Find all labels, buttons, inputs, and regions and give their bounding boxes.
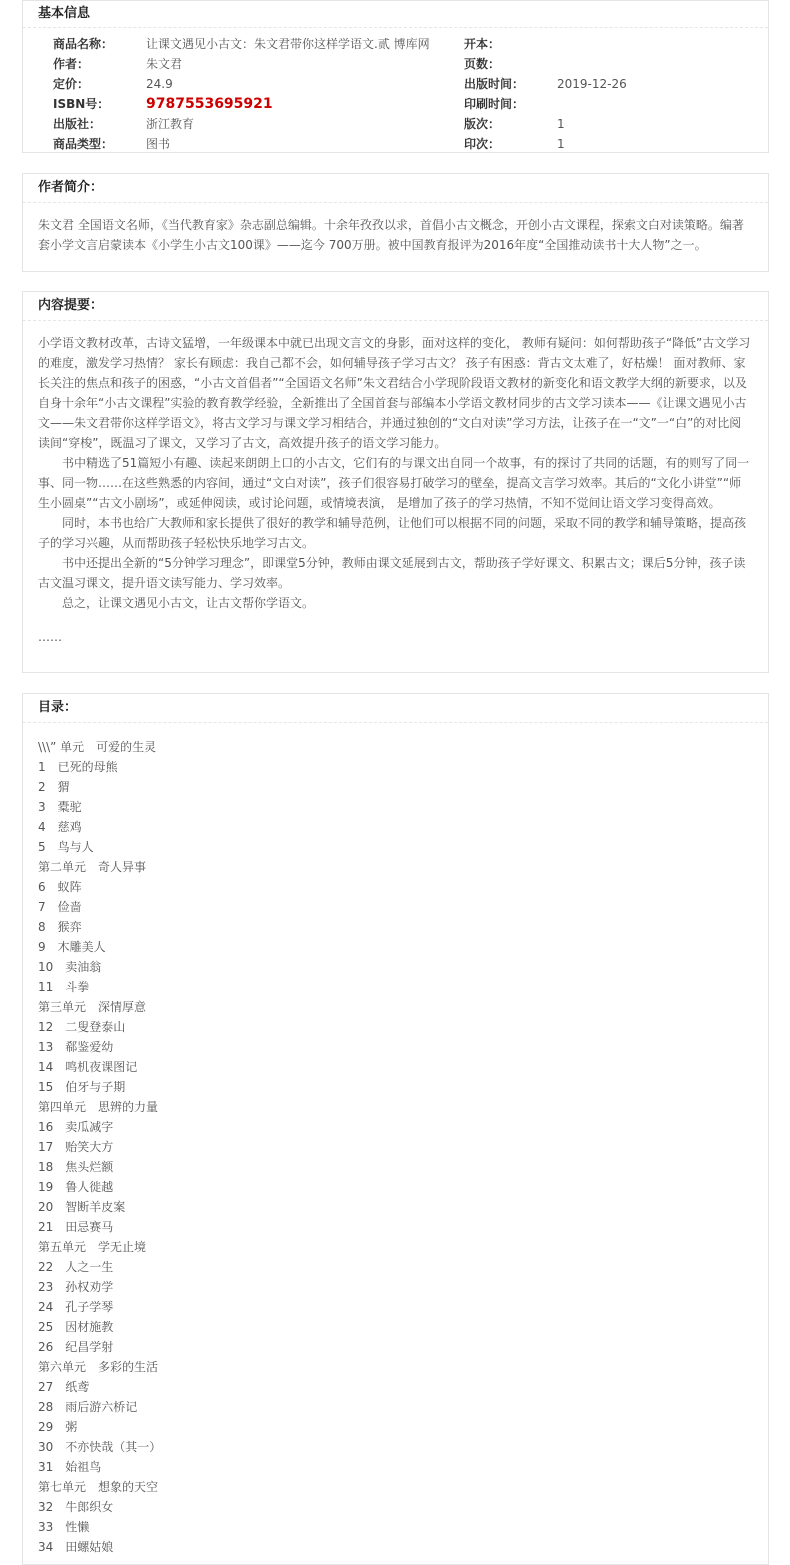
toc-item: 1 已死的母熊 xyxy=(38,760,118,774)
publisher-label: 出版社： xyxy=(53,117,102,131)
toc-item: 第七单元 想象的天空 xyxy=(38,1480,159,1494)
toc-item: 第四单元 思辨的力量 xyxy=(38,1100,159,1114)
toc-item: 24 孔子学琴 xyxy=(38,1300,114,1314)
toc-item: 第三单元 深情厚意 xyxy=(38,1000,147,1014)
info-row xyxy=(23,34,768,54)
summary-paragraph: 书中精选了51篇短小有趣、读起来朗朗上口的小古文，它们有的与课文出自同一个故事，有的探讨了共同的话题，有的则写了同一事、同一物……在这些熟悉的内容间，通过“文白对读”，孩子们很容易打破学习的壁垒，提高文言学习效率。其后的“文化小讲堂”“师生小圆桌”“古文小剧场”，或延伸阅读，或讨论问题，或情境表演， 是增加了孩子的学习热情，不知不觉间让语文学习变得高效。 xyxy=(38,456,750,510)
publisher-value: 浙江教育 xyxy=(146,117,195,131)
info-row xyxy=(23,134,768,154)
edition-label: 版次： xyxy=(464,117,501,131)
toc-item: 18 焦头烂额 xyxy=(38,1160,114,1174)
toc-item: 10 卖油翁 xyxy=(38,960,102,974)
price-label: 定价： xyxy=(53,77,90,91)
toc-item: 19 鲁人徙越 xyxy=(38,1180,114,1194)
impression-label: 印次： xyxy=(464,137,501,151)
edition-value: 1 xyxy=(557,117,565,131)
toc-item: 5 鸟与人 xyxy=(38,840,94,854)
print-date-label: 印刷时间： xyxy=(464,97,525,111)
summary-paragraph: 同时，本书也给广大教师和家长提供了很好的教学和辅导范例，让他们可以根据不同的问题，采取不同的教学和辅导策略，提高孩子的学习兴趣，从而帮助孩子轻松快乐地学习古文。 xyxy=(38,516,747,550)
format-label: 开本： xyxy=(464,37,501,51)
toc-item: 6 蚁阵 xyxy=(38,880,82,894)
price-value: 24.9 xyxy=(146,77,173,91)
publish-date-value: 2019-12-26 xyxy=(557,77,627,91)
summary-paragraph: 总之，让课文遇见小古文，让古文帮你学语文。 xyxy=(62,596,315,610)
author-label: 作者： xyxy=(53,57,90,71)
toc-heading: 目录： xyxy=(23,694,768,723)
toc-item: 34 田螺姑娘 xyxy=(38,1540,114,1554)
toc-item: 32 牛郎织女 xyxy=(38,1500,114,1514)
toc-item: 33 性懒 xyxy=(38,1520,90,1534)
toc-item: 8 猴弈 xyxy=(38,920,82,934)
toc-item: 2 猬 xyxy=(38,780,70,794)
toc-item: 20 智断羊皮案 xyxy=(38,1200,126,1214)
toc-item: 25 因材施教 xyxy=(38,1320,114,1334)
isbn-value: 9787553695921 xyxy=(146,96,273,112)
summary-paragraph: 小学语文教材改革，古诗文猛增，一年级课本中就已出现文言文的身影，面对这样的变化， 教师有疑问：如何帮助孩子“降低”古文学习的难度，激发学习热情？ 家长有顾虑：我自己都不会，如何辅导孩子学习古文？ 孩子有困惑：背古文太难了，好枯燥！ 面对教师、家长关注的焦点和孩子的困惑，“小古文首倡者”“全国语文名师”朱文君结合小学现阶段语文教材的新变化和语文教学大纲的新要求，以及自身十余年“小古文课程”实验的教育教学经验，全新推出了全国首套与部编本小学语文教材同步的古文学习读本——《让课文遇见小古文——朱文君带你这样学语文》，将古文学习与课文学习相结合，并通过独创的“文白对读”学习方法，让孩子在一“文”一“白”的对比阅读间“穿梭”，既温习了课文，又学习了古文，高效提升孩子的语文学习能力。 xyxy=(38,336,751,450)
publish-date-label: 出版时间： xyxy=(464,77,525,91)
toc-item: 7 俭啬 xyxy=(38,900,82,914)
toc-item: 29 粥 xyxy=(38,1420,78,1434)
content-summary-body xyxy=(23,321,768,647)
toc-item: 9 木雕美人 xyxy=(38,940,106,954)
summary-ellipsis: …… xyxy=(38,630,62,644)
toc-item: 30 不亦快哉（其一） xyxy=(38,1440,162,1454)
toc-item: 15 伯牙与子期 xyxy=(38,1080,126,1094)
toc-item: \\\” 单元 可爱的生灵 xyxy=(38,740,157,754)
toc-item: 27 纸鸢 xyxy=(38,1380,90,1394)
toc-item: 23 孙权劝学 xyxy=(38,1280,114,1294)
toc-item: 22 人之一生 xyxy=(38,1260,114,1274)
toc-item: 4 慈鸡 xyxy=(38,820,82,834)
content-summary-heading: 内容提要： xyxy=(23,292,768,321)
toc-item: 3 橐驼 xyxy=(38,800,82,814)
toc-item: 26 纪昌学射 xyxy=(38,1340,114,1354)
toc-item: 第二单元 奇人异事 xyxy=(38,860,147,874)
toc-item: 11 斗拳 xyxy=(38,980,90,994)
basic-info-panel xyxy=(22,0,769,153)
author-intro-panel xyxy=(22,173,769,272)
info-row xyxy=(23,114,768,134)
toc-item: 12 二叟登泰山 xyxy=(38,1020,126,1034)
impression-value: 1 xyxy=(557,137,565,151)
content-summary-panel xyxy=(22,291,769,673)
product-type-value: 图书 xyxy=(146,137,171,151)
toc-item: 13 郗鉴爱幼 xyxy=(38,1040,114,1054)
isbn-label: ISBN号： xyxy=(53,97,110,111)
product-type-label: 商品类型： xyxy=(53,137,114,151)
toc-item: 17 贻笑大方 xyxy=(38,1140,114,1154)
product-name-label: 商品名称： xyxy=(53,37,114,51)
info-row xyxy=(23,94,768,114)
pages-label: 页数： xyxy=(464,57,501,71)
product-name-value: 让课文遇见小古文：朱文君带你这样学语文.贰 博库网 xyxy=(146,37,430,51)
author-intro-text: 朱文君 全国语文名师，《当代教育家》杂志副总编辑。十余年孜孜以求，首倡小古文概念，开创小古文课程，探索文白对读策略。编著套小学文言启蒙读本《小学生小古文100课》——迄今 700万册。被中国教育报评为2016年度“全国推动读书十大人物”之一。 xyxy=(38,218,744,252)
toc-item: 14 鸣机夜课图记 xyxy=(38,1060,138,1074)
basic-info-heading: 基本信息 xyxy=(23,1,768,28)
toc-item: 第六单元 多彩的生活 xyxy=(38,1360,159,1374)
toc-item: 第五单元 学无止境 xyxy=(38,1240,147,1254)
toc-item: 21 田忌赛马 xyxy=(38,1220,114,1234)
toc-item: 31 始祖鸟 xyxy=(38,1460,102,1474)
toc-list xyxy=(23,723,768,1557)
author-intro-heading: 作者简介： xyxy=(23,174,768,203)
info-row xyxy=(23,54,768,74)
info-row xyxy=(23,74,768,94)
summary-paragraph: 书中还提出全新的“5分钟学习理念”，即课堂5分钟，教师由课文延展到古文，帮助孩子学好课文、积累古文；课后5分钟，孩子读古文温习课文，提升语文读写能力、学习效率。 xyxy=(38,556,746,590)
toc-item: 28 雨后游六桥记 xyxy=(38,1400,138,1414)
toc-panel xyxy=(22,693,769,1565)
author-value: 朱文君 xyxy=(146,57,183,71)
toc-item: 16 卖瓜减字 xyxy=(38,1120,114,1134)
